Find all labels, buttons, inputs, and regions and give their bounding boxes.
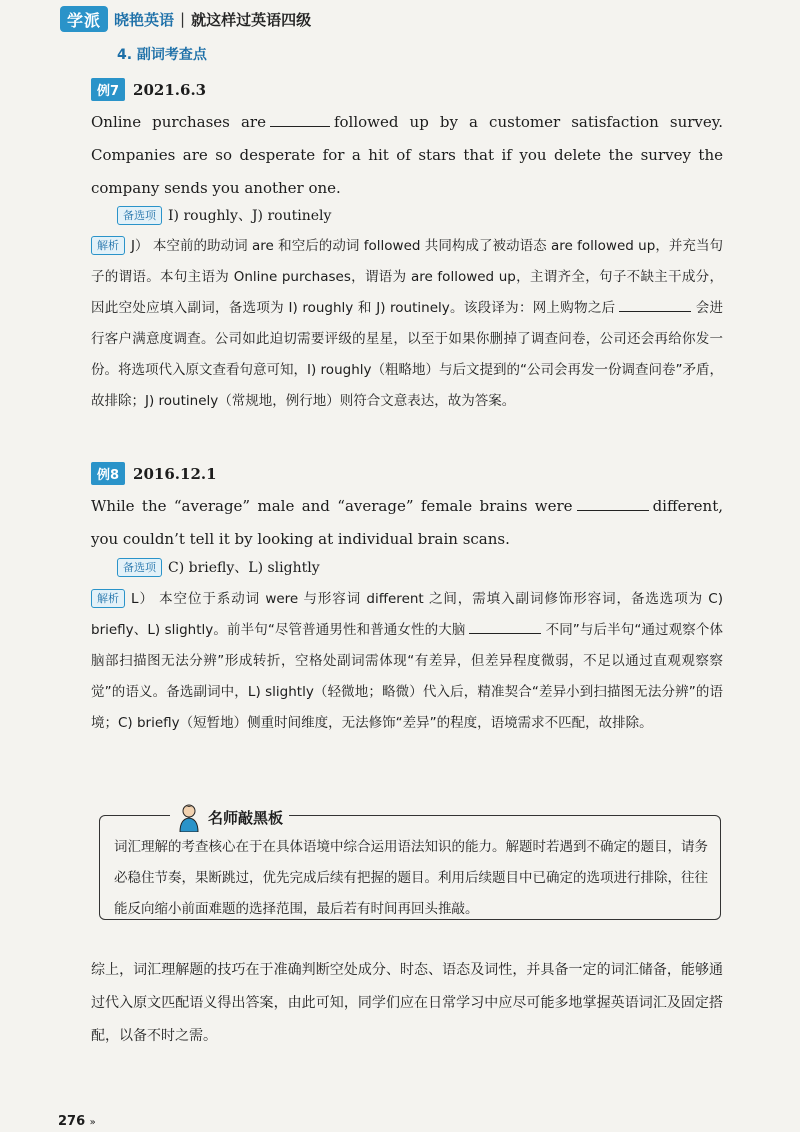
question-text-after: different, you couldn’t tell it by looking at individual brain scans. — [91, 497, 723, 548]
example-badge: 例8 — [91, 462, 125, 485]
example-badge: 例7 — [91, 78, 125, 101]
teacher-tip-label: 名师敲黑板 — [208, 808, 284, 827]
brand-logo: 学派 — [60, 6, 108, 32]
example-7-analysis — [91, 231, 723, 417]
question-text-before: Online purchases are — [91, 113, 266, 131]
analysis-text-before: L） 本空位于系动词 were 与形容词 different 之间，需填入副词修饰形容词，备选选项为 C) briefly、L) slightly。前半句“尽管普通男性和普通女性的大脑 — [91, 591, 723, 638]
question-text-after: followed up by a customer satisfaction survey. Companies are so desperate for a hit of stars that if you delete the survey the company sends you another one. — [91, 113, 724, 197]
example-date: 2021.6.3 — [133, 80, 207, 99]
analysis-text-after: 会进行客户满意度调查。公司如此迫切需要评级的星星，以至于如果你删掉了调查问卷，公司还会再给你发一份。将选项代入原文查看句意可知，I) roughly（粗略地）与后文提到的“公司会再发一份调查问卷”矛盾，故排除；J) routinely（常规地，例行地）则符合文意表达，故为答案。 — [91, 300, 724, 409]
options-tag: 备选项 — [117, 206, 162, 225]
section-title: 4. 副词考查点 — [117, 47, 207, 63]
teacher-tip-heading — [170, 802, 289, 832]
answer-blank — [577, 498, 649, 511]
analysis-blank — [469, 621, 541, 634]
example-7-question — [91, 106, 723, 205]
teacher-tip-box — [99, 808, 721, 920]
page-number-value: 276 — [58, 1114, 86, 1129]
analysis-tag: 解析 — [91, 236, 125, 255]
answer-blank — [270, 114, 330, 127]
teacher-tip-text: 词汇理解的考查核心在于在具体语境中综合运用语法知识的能力。解题时若遇到不确定的题目，请务必稳住节奏，果断跳过，优先完成后续有把握的题目。利用后续题目中已确定的选项进行排除，往往能反向缩小前面难题的选择范围，最后若有时间再回头推敲。 — [114, 839, 708, 917]
page-number — [58, 1114, 96, 1129]
analysis-text-before: J） 本空前的助动词 are 和空后的动词 followed 共同构成了被动语态 are followed up，并充当句子的谓语。本句主语为 Online purchases，谓语为 are followed up，主谓齐全，句子不缺主干成分，因此空处应填入副词，备选项为 I) roughly 和 J) routinely。该段译为：网上购物之后 — [91, 238, 723, 316]
page-marker: » — [89, 1117, 96, 1128]
options-text: I) roughly、J) routinely — [168, 208, 332, 224]
example-8-analysis — [91, 584, 723, 739]
header-title: 就这样过英语四级 — [191, 10, 312, 29]
teacher-avatar-icon — [176, 802, 202, 832]
options-text: C) briefly、L) slightly — [168, 560, 320, 576]
example-8-options — [117, 557, 320, 577]
analysis-blank — [619, 299, 691, 312]
header-separator: | — [180, 10, 186, 28]
example-8-question — [91, 490, 723, 556]
header-brand: 晓艳英语 — [114, 10, 175, 29]
summary-paragraph: 综上，词汇理解题的技巧在于准确判断空处成分、时态、语态及词性，并具备一定的词汇储备，能够通过代入原文匹配语义得出答案，由此可知，同学们应在日常学习中应尽可能多地掌握英语词汇及固定搭配，以备不时之需。 — [91, 962, 723, 1044]
options-tag: 备选项 — [117, 558, 162, 577]
analysis-text-after: 不同”与后半句“通过观察个体脑部扫描图无法分辨”形成转折，空格处副词需体现“有差异，但差异程度微弱，不足以通过直观观察察觉”的语义。备选副词中，L) slightly（轻微地；略微）代入后，精准契合“差异小到扫描图无法分辨”的语境；C) briefly（短暂地）侧重时间维度，无法修饰“差异”的程度，语境需求不匹配，故排除。 — [91, 622, 723, 731]
example-8-heading — [91, 462, 217, 485]
page-header — [60, 4, 760, 34]
example-7-heading — [91, 78, 206, 101]
question-text-before: While the “average” male and “average” female brains were — [91, 497, 573, 515]
example-date: 2016.12.1 — [133, 464, 217, 483]
analysis-tag: 解析 — [91, 589, 125, 608]
example-7-options — [117, 205, 331, 225]
